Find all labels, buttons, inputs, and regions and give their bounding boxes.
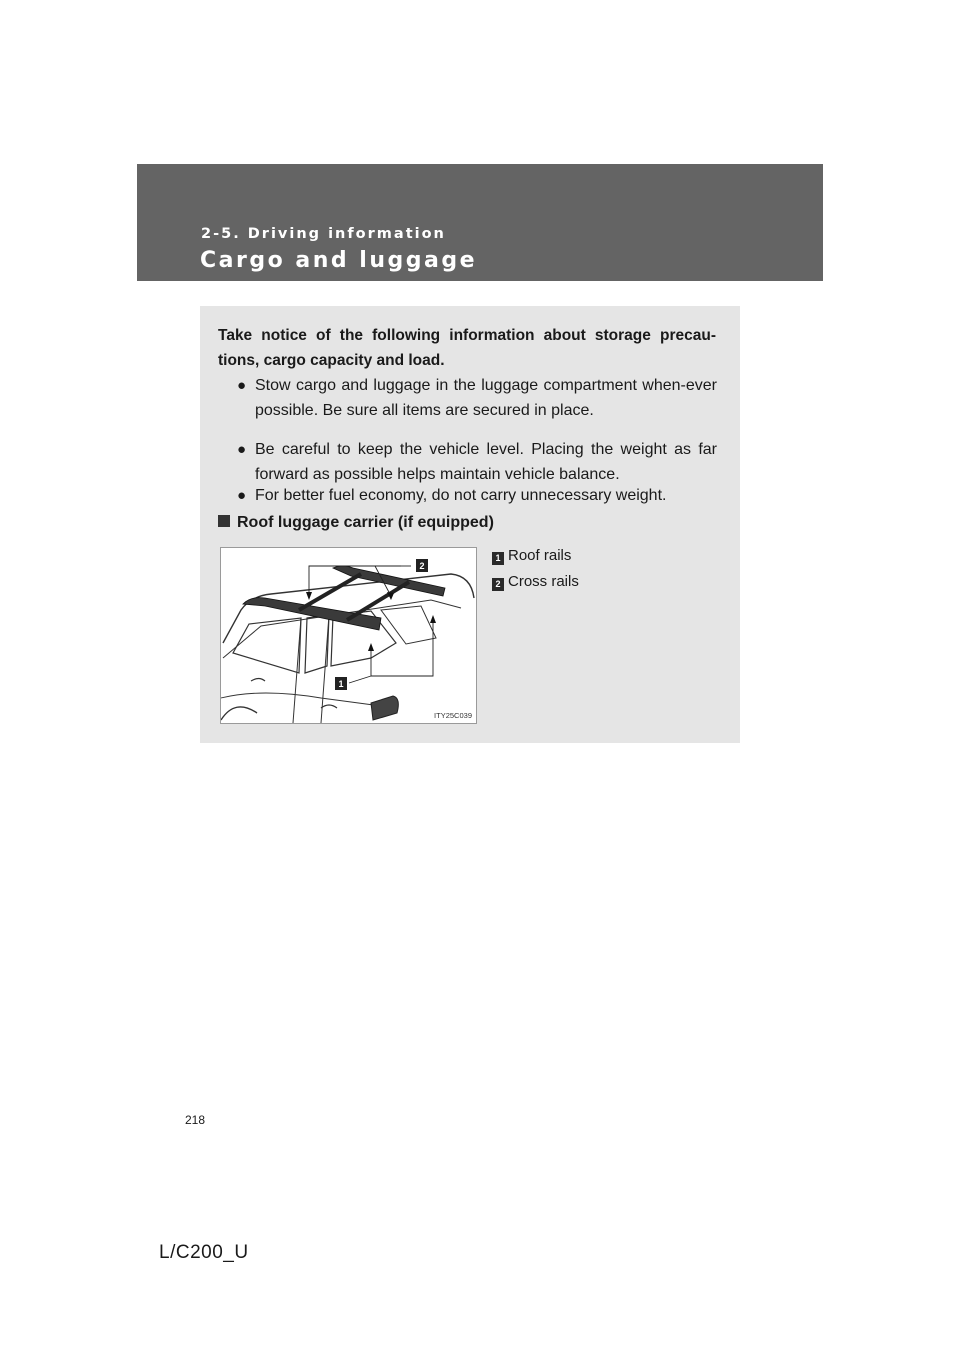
legend-item [492, 573, 579, 591]
legend-item [492, 547, 571, 565]
figure-code: ITY25C039 [434, 711, 472, 720]
roof-carrier-illustration [220, 547, 477, 724]
section-label: 2-5. Driving information [201, 226, 446, 242]
square-bullet-icon [218, 515, 230, 527]
info-box [200, 306, 740, 743]
page-number: 218 [185, 1113, 206, 1127]
legend-label: Roof rails [508, 547, 572, 564]
page-title: Cargo and luggage [200, 248, 477, 273]
bullet-text: For better fuel economy, do not carry unnecessary weight. [255, 487, 667, 504]
bullet-text: Stow cargo and luggage in the luggage compartment when-ever possible. Be sure all items are secured in place. [255, 377, 717, 419]
car-roof-drawing [221, 548, 476, 723]
bullet-icon: ● [237, 441, 247, 458]
bullet-item [237, 483, 717, 508]
intro-text: Take notice of the following information about storage precau-tions, cargo capacity and load. [218, 327, 716, 369]
bullet-icon: ● [237, 487, 247, 504]
bullet-text: Be careful to keep the vehicle level. Placing the weight as far forward as possible helps maintain vehicle balance. [255, 441, 717, 483]
footer-code: L/C200_U [159, 1242, 249, 1263]
legend-number: 1 [492, 552, 504, 565]
bullet-icon: ● [237, 377, 247, 394]
bullet-item [237, 373, 717, 423]
subheading [218, 514, 494, 532]
legend-label: Cross rails [508, 573, 579, 590]
section-header-band [137, 164, 823, 281]
subheading-text: Roof luggage carrier (if equipped) [237, 514, 494, 531]
callout-2-label: 2 [419, 561, 425, 571]
legend-number: 2 [492, 578, 504, 591]
callout-1-label: 1 [338, 679, 344, 689]
bullet-item [237, 437, 717, 487]
